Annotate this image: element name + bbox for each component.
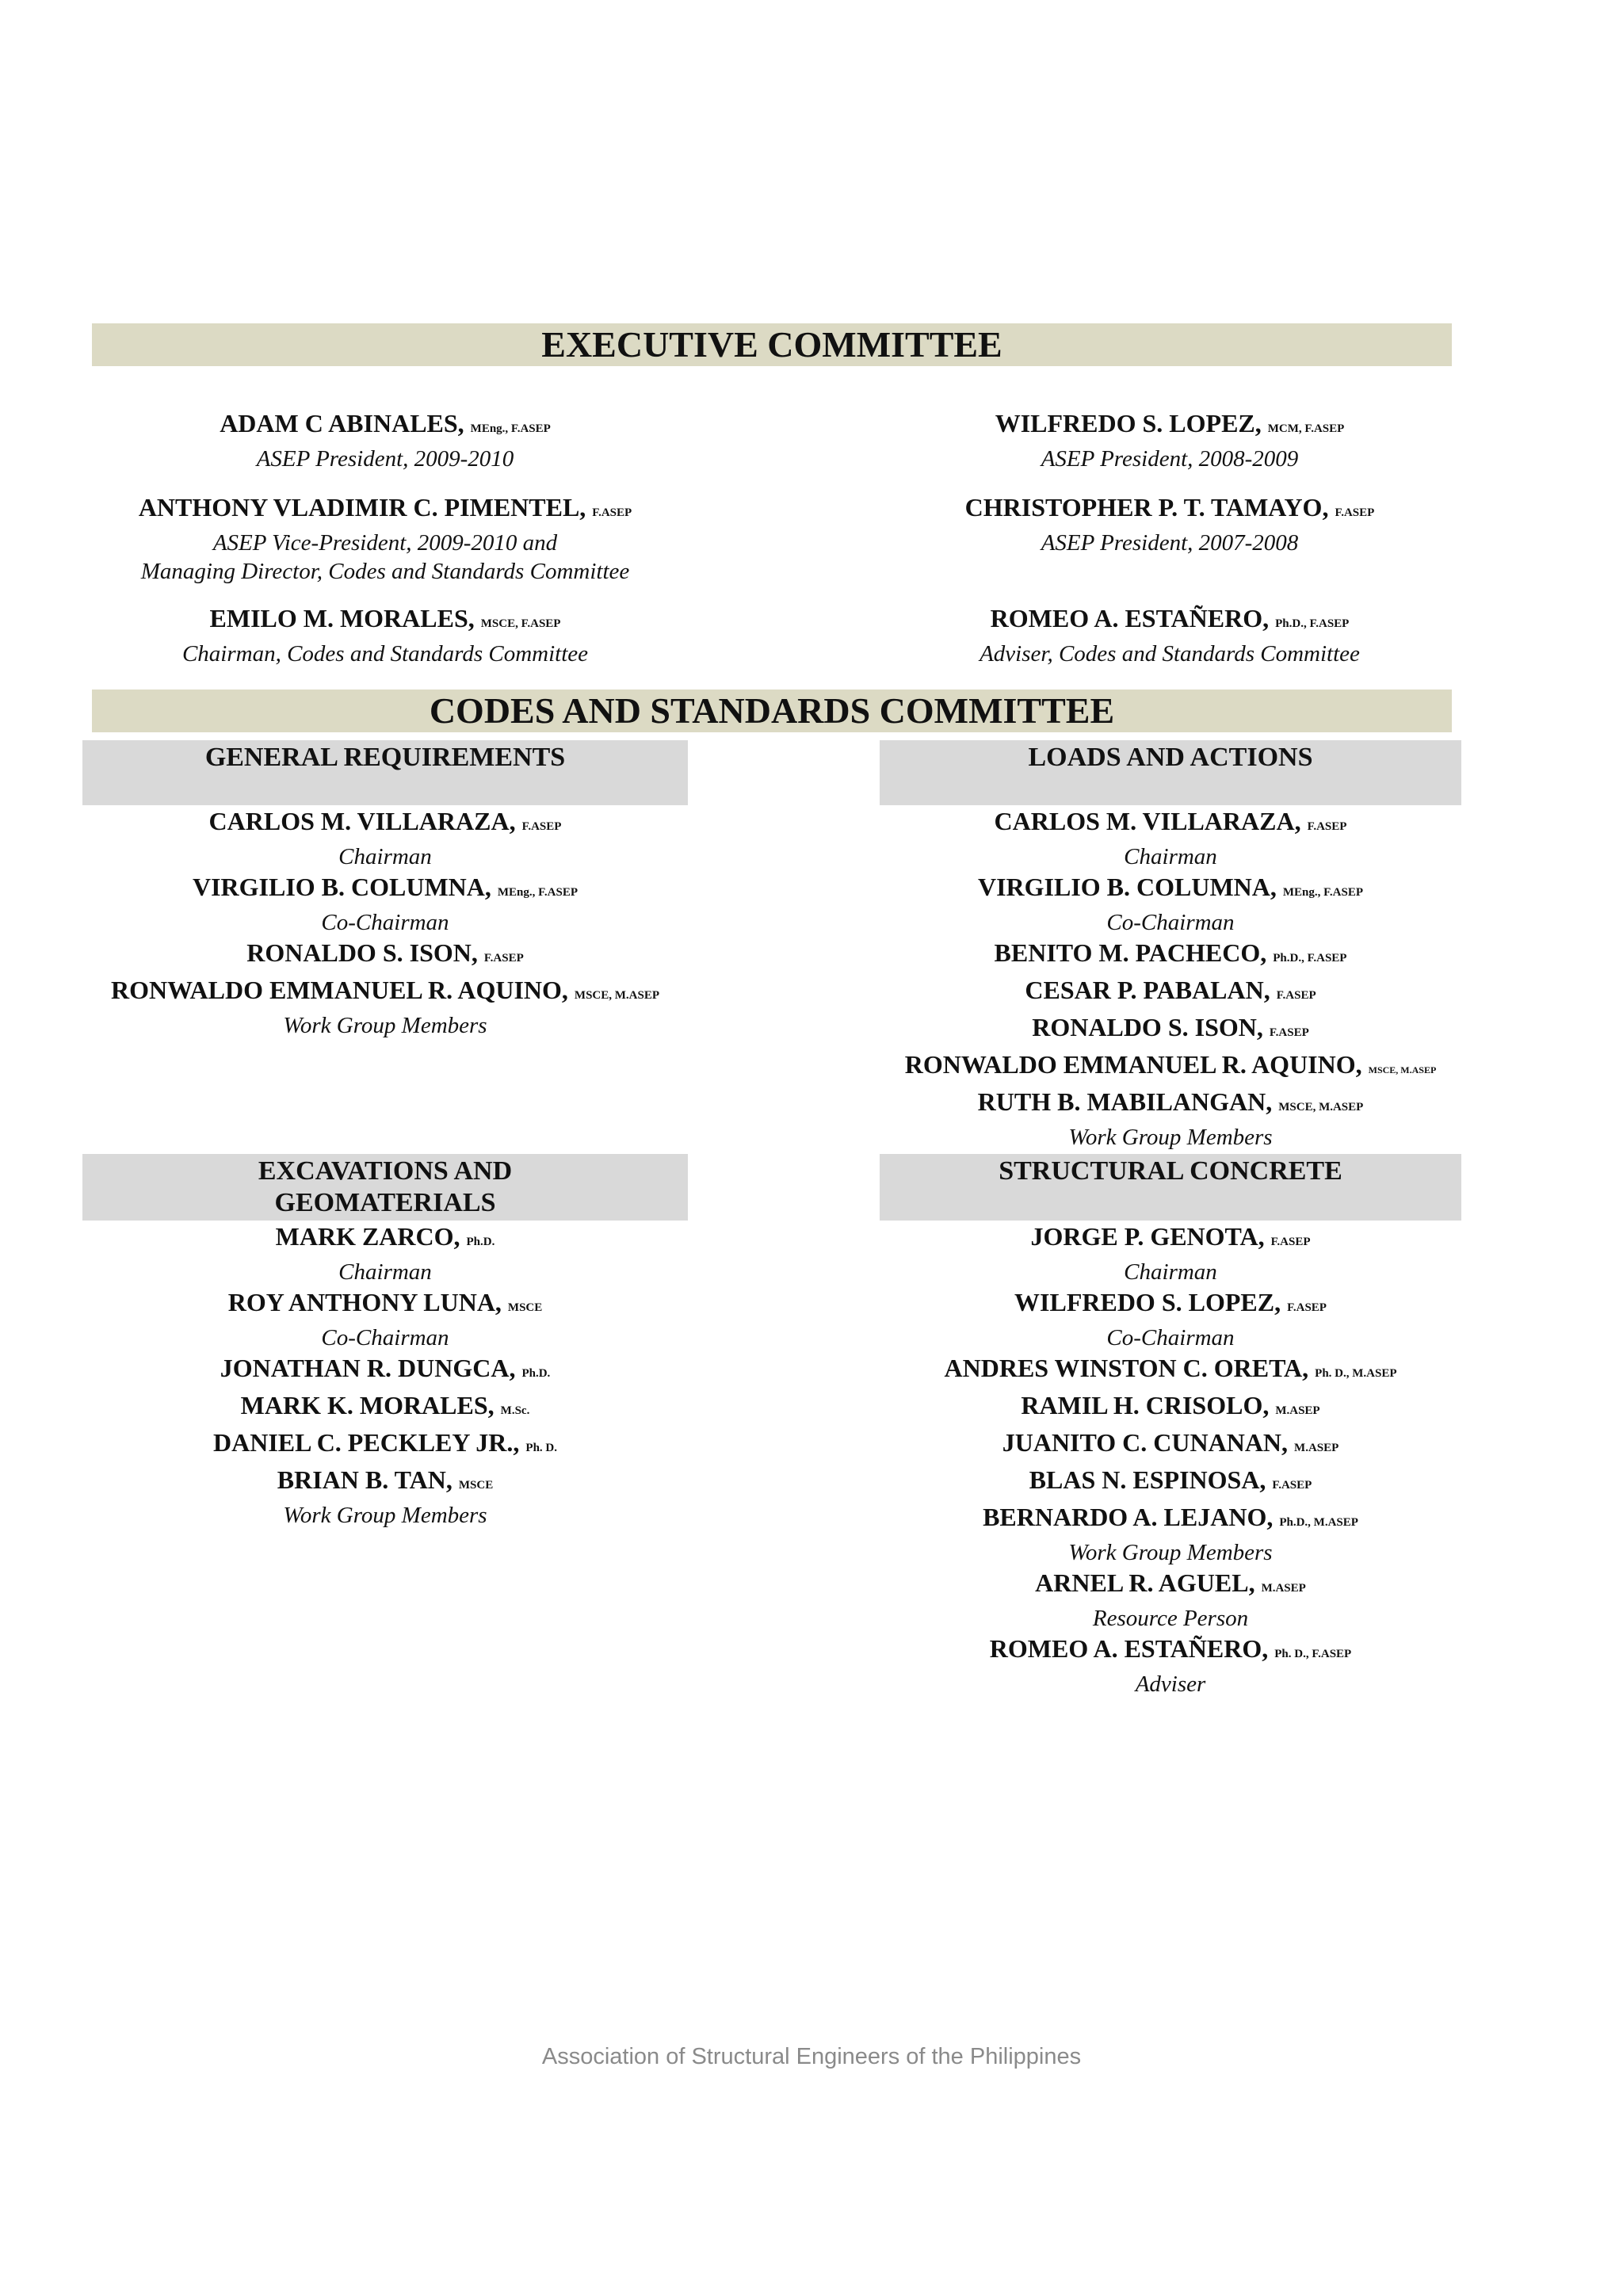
group-heading: [82, 1154, 688, 1221]
member-name-line: [880, 1501, 1461, 1538]
member-name: ANTHONY VLADIMIR C. PIMENTEL,: [138, 493, 586, 521]
member-role: Work Group Members: [1068, 1125, 1273, 1150]
member-name: ADAM C ABINALES,: [220, 409, 464, 437]
member-name-line: [880, 1427, 1461, 1464]
member-role: Co-Chairman: [1106, 1325, 1235, 1350]
member-name-line: [880, 1049, 1461, 1086]
member-credentials: M.ASEP: [1261, 1582, 1306, 1595]
member-name-line: [92, 491, 678, 529]
member-credentials: M.ASEP: [1275, 1404, 1320, 1417]
member-name-line: [880, 974, 1461, 1011]
group-member-list: [880, 1221, 1461, 1698]
member-credentials: F.ASEP: [1287, 1301, 1327, 1314]
group-heading: [82, 740, 688, 805]
group-heading-text: STRUCTURAL CONCRETE: [999, 1156, 1342, 1186]
member-credentials: Ph. D., F.ASEP: [1274, 1648, 1352, 1660]
executive-committee-heading: EXECUTIVE COMMITTEE: [92, 323, 1452, 366]
member-credentials: F.ASEP: [1270, 1236, 1311, 1248]
member-credentials: F.ASEP: [1307, 820, 1347, 833]
member-role: Chairman: [338, 1259, 432, 1285]
member-name: VIRGILIO B. COLUMNA,: [192, 873, 491, 901]
member-name: RONWALDO EMMANUEL R. AQUINO,: [110, 976, 568, 1004]
member-name-line: [880, 805, 1461, 842]
group-member-list: [82, 805, 688, 1040]
member-name: ROMEO A. ESTAÑERO,: [990, 604, 1270, 632]
member-name-line: [880, 1221, 1461, 1258]
member-role: Work Group Members: [283, 1503, 487, 1528]
exec-member: [876, 407, 1463, 473]
group-heading: [880, 740, 1461, 805]
member-name-line: [82, 1286, 688, 1324]
member-credentials: Ph.D., M.ASEP: [1279, 1516, 1358, 1529]
member-name-line: [880, 1567, 1461, 1604]
member-role: Chairman: [338, 844, 432, 869]
member-name: ARNEL R. AGUEL,: [1035, 1568, 1255, 1597]
member-name-line: [82, 974, 688, 1011]
member-name: VIRGILIO B. COLUMNA,: [977, 873, 1277, 901]
member-name-line: [92, 602, 678, 640]
member-role: Co-Chairman: [1106, 910, 1235, 935]
member-credentials: MEng., F.ASEP: [1282, 886, 1364, 899]
member-credentials: Ph.D., F.ASEP: [1275, 617, 1350, 630]
member-name: RAMIL H. CRISOLO,: [1021, 1391, 1270, 1419]
member-credentials: MSCE: [507, 1301, 543, 1314]
member-name-line: [82, 937, 688, 974]
member-name-line: [880, 1086, 1461, 1123]
member-credentials: Ph. D., M.ASEP: [1315, 1367, 1397, 1380]
group-heading-text: GEOMATERIALS: [274, 1188, 496, 1217]
member-credentials: Ph.D.: [521, 1367, 551, 1380]
member-credentials: F.ASEP: [592, 506, 632, 519]
exec-member: [92, 602, 678, 668]
member-role: Chairman: [1124, 1259, 1217, 1285]
member-credentials: MSCE, F.ASEP: [480, 617, 561, 630]
member-name-line: [876, 407, 1463, 445]
member-name: EMILO M. MORALES,: [209, 604, 475, 632]
member-name: WILFREDO S. LOPEZ,: [995, 409, 1262, 437]
member-name-line: [82, 1464, 688, 1501]
member-name: JUANITO C. CUNANAN,: [1002, 1428, 1289, 1457]
member-name: JORGE P. GENOTA,: [1030, 1222, 1265, 1251]
exec-member: [876, 491, 1463, 557]
member-role: ASEP President, 2008-2009: [1041, 446, 1299, 472]
member-credentials: F.ASEP: [483, 952, 524, 965]
member-credentials: F.ASEP: [1276, 989, 1316, 1002]
member-name-line: [880, 1464, 1461, 1501]
member-credentials: MEng., F.ASEP: [497, 886, 579, 899]
member-credentials: F.ASEP: [1269, 1026, 1309, 1039]
member-name: RONALDO S. ISON,: [246, 938, 478, 967]
member-name: MARK K. MORALES,: [240, 1391, 495, 1419]
member-name-line: [880, 1286, 1461, 1324]
member-name-line: [880, 937, 1461, 974]
codes-committee-heading: CODES AND STANDARDS COMMITTEE: [92, 690, 1452, 732]
group-member-list: [880, 805, 1461, 1152]
member-name-line: [82, 1221, 688, 1258]
member-credentials: MSCE, M.ASEP: [1368, 1064, 1437, 1075]
member-name: RONWALDO EMMANUEL R. AQUINO,: [904, 1050, 1362, 1079]
member-role: Co-Chairman: [321, 910, 449, 935]
footer-organization: Association of Structural Engineers of the Philippines: [541, 2044, 1082, 2069]
member-name-line: [876, 491, 1463, 529]
member-name: RUTH B. MABILANGAN,: [977, 1087, 1273, 1116]
exec-member: [876, 602, 1463, 668]
member-credentials: Ph. D.: [525, 1442, 557, 1454]
exec-member: [92, 407, 678, 473]
member-name: BERNARDO A. LEJANO,: [983, 1503, 1274, 1531]
member-credentials: Ph.D.: [466, 1236, 495, 1248]
member-role: Adviser: [1135, 1671, 1206, 1697]
group-heading: [880, 1154, 1461, 1221]
group-member-list: [82, 1221, 688, 1530]
member-role: Adviser, Codes and Standards Committee: [980, 641, 1360, 667]
group-heading-text: GENERAL REQUIREMENTS: [204, 743, 566, 772]
member-name-line: [82, 1389, 688, 1427]
member-name: ROY ANTHONY LUNA,: [227, 1288, 502, 1316]
member-credentials: M.ASEP: [1294, 1442, 1339, 1454]
member-role: Chairman: [1124, 844, 1217, 869]
member-role: ASEP President, 2007-2008: [1041, 530, 1299, 556]
member-name-line: [82, 871, 688, 908]
member-name: BLAS N. ESPINOSA,: [1029, 1465, 1266, 1494]
member-role: Resource Person: [1092, 1606, 1249, 1631]
member-name-line: [82, 1427, 688, 1464]
member-name-line: [82, 805, 688, 842]
member-name: CHRISTOPHER P. T. TAMAYO,: [964, 493, 1329, 521]
member-credentials: M.Sc.: [500, 1404, 530, 1417]
member-name: CARLOS M. VILLARAZA,: [208, 807, 516, 835]
member-name: DANIEL C. PECKLEY JR.,: [212, 1428, 520, 1457]
member-credentials: F.ASEP: [1335, 506, 1375, 519]
member-name: JONATHAN R. DUNGCA,: [220, 1354, 516, 1382]
member-name-line: [880, 1011, 1461, 1049]
member-name: RONALDO S. ISON,: [1032, 1013, 1263, 1041]
member-name: BRIAN B. TAN,: [277, 1465, 453, 1494]
member-name-line: [876, 602, 1463, 640]
member-name: MARK ZARCO,: [275, 1222, 460, 1251]
member-credentials: MSCE, M.ASEP: [574, 989, 659, 1002]
member-role: Work Group Members: [1068, 1540, 1273, 1565]
member-credentials: Ph.D., F.ASEP: [1273, 952, 1347, 965]
member-role: Managing Director, Codes and Standards Committee: [140, 559, 630, 584]
member-credentials: F.ASEP: [521, 820, 562, 833]
member-name-line: [880, 1352, 1461, 1389]
member-name: CESAR P. PABALAN,: [1025, 976, 1270, 1004]
member-role: ASEP President, 2009-2010: [256, 446, 514, 472]
member-credentials: MSCE: [458, 1479, 494, 1492]
member-role: ASEP Vice-President, 2009-2010 and: [212, 530, 558, 556]
member-credentials: MSCE, M.ASEP: [1278, 1101, 1364, 1114]
member-name-line: [880, 1633, 1461, 1670]
member-name: ANDRES WINSTON C. ORETA,: [944, 1354, 1309, 1382]
exec-member: [92, 491, 678, 586]
member-credentials: MEng., F.ASEP: [470, 422, 551, 435]
member-name-line: [92, 407, 678, 445]
member-name-line: [82, 1352, 688, 1389]
member-name: BENITO M. PACHECO,: [994, 938, 1267, 967]
member-role: Co-Chairman: [321, 1325, 449, 1350]
group-heading-text: LOADS AND ACTIONS: [1028, 743, 1313, 772]
member-role: Work Group Members: [283, 1013, 487, 1038]
member-credentials: F.ASEP: [1272, 1479, 1312, 1492]
member-name: ROMEO A. ESTAÑERO,: [989, 1634, 1269, 1663]
member-name-line: [880, 1389, 1461, 1427]
member-name: WILFREDO S. LOPEZ,: [1014, 1288, 1281, 1316]
group-heading-text: EXCAVATIONS AND: [258, 1156, 513, 1186]
member-role: Chairman, Codes and Standards Committee: [181, 641, 589, 667]
member-name-line: [880, 871, 1461, 908]
member-credentials: MCM, F.ASEP: [1267, 422, 1345, 435]
member-name: CARLOS M. VILLARAZA,: [994, 807, 1301, 835]
